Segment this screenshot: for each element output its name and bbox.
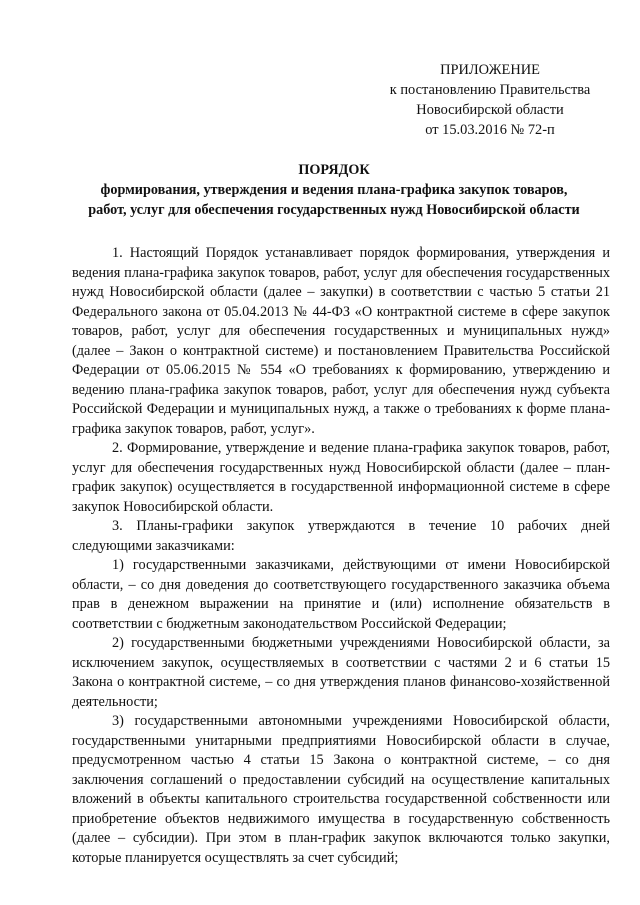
paragraph-3-item-3: 3) государственными автономными учреждениями Новосибирской области, государственными унитарными предприятиями Новосибирской области в случае, предусмотренном частью 4 статьи 15 Закона о контрактной системе, – со дня заключения соглашений о предоставлении субсидий на осуществление капитальных вложений в объекты капитального строительства государственной собственности или приобретение объектов недвижимого имущества в государственную собственность (далее – субсидии). При этом в план-график закупок включаются только закупки, которые планируется осуществлять за счет субсидий;	[72, 713, 610, 866]
appendix-label: ПРИЛОЖЕНИЕ	[440, 62, 540, 78]
document-title	[60, 160, 608, 220]
appendix-line-1: к постановлению Правительства	[389, 82, 591, 98]
paragraph-3-item-1: 1) государственными заказчиками, действующими от имени Новосибирской области, – со дня доведения до соответствующего государственного заказчика объема прав в денежном выражении на принятие и (или) исполнение обязательств в соответствии с бюджетным законодательством Российской Федерации;	[72, 557, 610, 632]
appendix-line-3: от 15.03.2016 № 72-п	[425, 122, 555, 138]
paragraph-3-item-2: 2) государственными бюджетными учреждениями Новосибирской области, за исключением закупок, осуществляемых в соответствии с частями 2 и 6 статьи 15 Закона о контрактной системе, – со дня утверждения планов финансово-хозяйственной деятельности;	[72, 635, 610, 710]
paragraph-3: 3. Планы-графики закупок утверждаются в течение 10 рабочих дней следующими заказчиками:	[72, 518, 610, 554]
title-main: ПОРЯДОК	[298, 162, 370, 178]
document-body	[72, 244, 610, 868]
title-subtitle-line-1: формирования, утверждения и ведения плана-графика закупок товаров,	[100, 182, 568, 198]
appendix-header	[380, 60, 600, 140]
paragraph-2: 2. Формирование, утверждение и ведение плана-графика закупок товаров, работ, услуг для обеспечения государственных нужд Новосибирской области (далее – план-график закупок) осуществляется в государственной информационной системе в сфере закупок Новосибирской области.	[72, 440, 610, 515]
title-subtitle-line-2: работ, услуг для обеспечения государственных нужд Новосибирской области	[88, 202, 580, 218]
appendix-line-2: Новосибирской области	[416, 102, 564, 118]
paragraph-1: 1. Настоящий Порядок устанавливает порядок формирования, утверждения и ведения плана-графика закупок товаров, работ, услуг для обеспечения государственных нужд Новосибирской области (далее – закупки) в соответствии с частью 5 статьи 21 Федерального закона от 05.04.2013 № 44-ФЗ «О контрактной системе в сфере закупок товаров, работ, услуг для обеспечения государственных и муниципальных нужд» (далее – Закон о контрактной системе) и постановлением Правительства Российской Федерации от 05.06.2015 № 554 «О требованиях к формированию, утверждению и ведению плана-графика закупок товаров, работ, услуг для обеспечения нужд субъекта Российской Федерации и муниципальных нужд, а также о требованиях к форме плана-графика закупок товаров, работ, услуг».	[72, 245, 610, 437]
